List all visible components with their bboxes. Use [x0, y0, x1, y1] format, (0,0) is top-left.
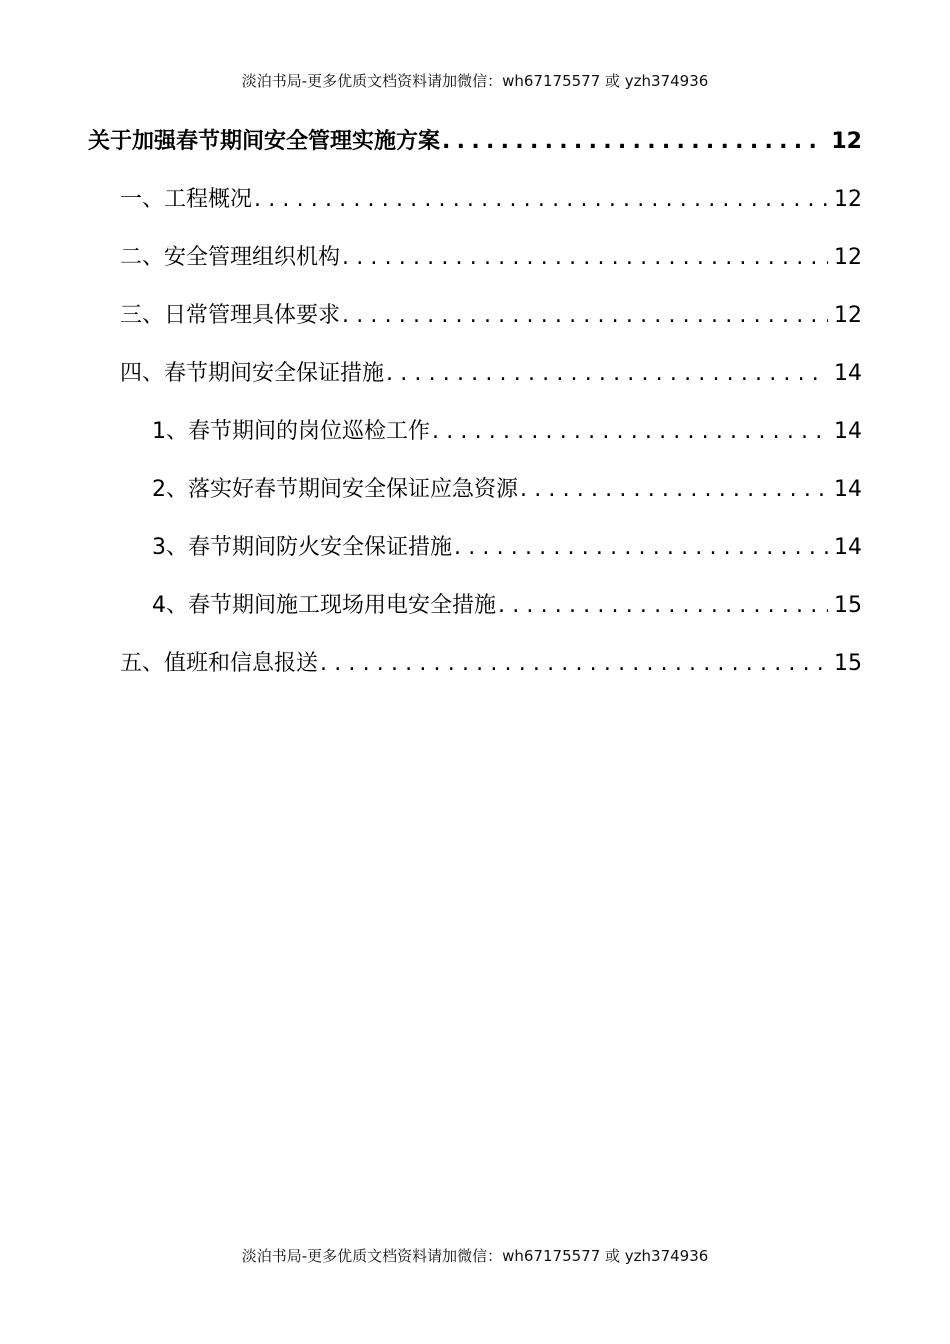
- toc-leader-dots: [454, 535, 828, 560]
- toc-leader-dots: [386, 361, 828, 386]
- toc-entry-title: 1、春节期间的岗位巡检工作: [152, 419, 430, 444]
- toc-page-number: 14: [834, 535, 862, 560]
- toc-entry-title: 二、安全管理组织机构: [120, 245, 341, 270]
- toc-leader-dots: [520, 477, 828, 502]
- toc-entry-title: 三、日常管理具体要求: [120, 303, 341, 328]
- toc-leader-dots: [320, 651, 828, 676]
- toc-entry-subsection-4-3[interactable]: [152, 530, 862, 570]
- toc-entry-title: 4、春节期间施工现场用电安全措施: [152, 593, 496, 618]
- toc-leader-dots: [342, 303, 828, 328]
- toc-entry-subsection-4-1[interactable]: [152, 414, 862, 454]
- toc-entry-section-5[interactable]: [120, 646, 862, 686]
- toc-page-number: 12: [834, 245, 862, 270]
- toc-entry-main-title[interactable]: [88, 124, 862, 164]
- toc-entry-section-4[interactable]: [120, 356, 862, 396]
- toc-entry-subsection-4-4[interactable]: [152, 588, 862, 628]
- footer-watermark: 淡泊书局-更多优质文档资料请加微信：wh67175577 或 yzh374936: [241, 1247, 709, 1265]
- toc-entry-section-2[interactable]: [120, 240, 862, 280]
- toc-page-number: 12: [834, 187, 862, 212]
- toc-entry-title: 四、春节期间安全保证措施: [120, 361, 385, 386]
- toc-leader-dots: [442, 129, 825, 154]
- toc-page-number: 14: [834, 361, 862, 386]
- toc-entry-title: 3、春节期间防火安全保证措施: [152, 535, 452, 560]
- toc-entry-title: 一、工程概况: [120, 187, 253, 212]
- toc-page-number: 15: [834, 651, 862, 676]
- toc-entry-subsection-4-2[interactable]: [152, 472, 862, 512]
- toc-page-number: 14: [834, 477, 862, 502]
- toc-leader-dots: [498, 593, 828, 618]
- header-watermark: 淡泊书局-更多优质文档资料请加微信：wh67175577 或 yzh374936: [241, 72, 709, 90]
- toc-page-number: 12: [831, 129, 862, 154]
- toc-entry-title: 五、值班和信息报送: [120, 651, 319, 676]
- toc-entry-title: 2、落实好春节期间安全保证应急资源: [152, 477, 518, 502]
- toc-page-number: 14: [834, 419, 862, 444]
- toc-page-number: 15: [834, 593, 862, 618]
- toc-page-number: 12: [834, 303, 862, 328]
- toc-entry-title: 关于加强春节期间安全管理实施方案: [88, 129, 441, 154]
- toc-leader-dots: [342, 245, 828, 270]
- toc-leader-dots: [432, 419, 828, 444]
- toc-entry-section-1[interactable]: [120, 182, 862, 222]
- toc-leader-dots: [254, 187, 828, 212]
- toc-entry-section-3[interactable]: [120, 298, 862, 338]
